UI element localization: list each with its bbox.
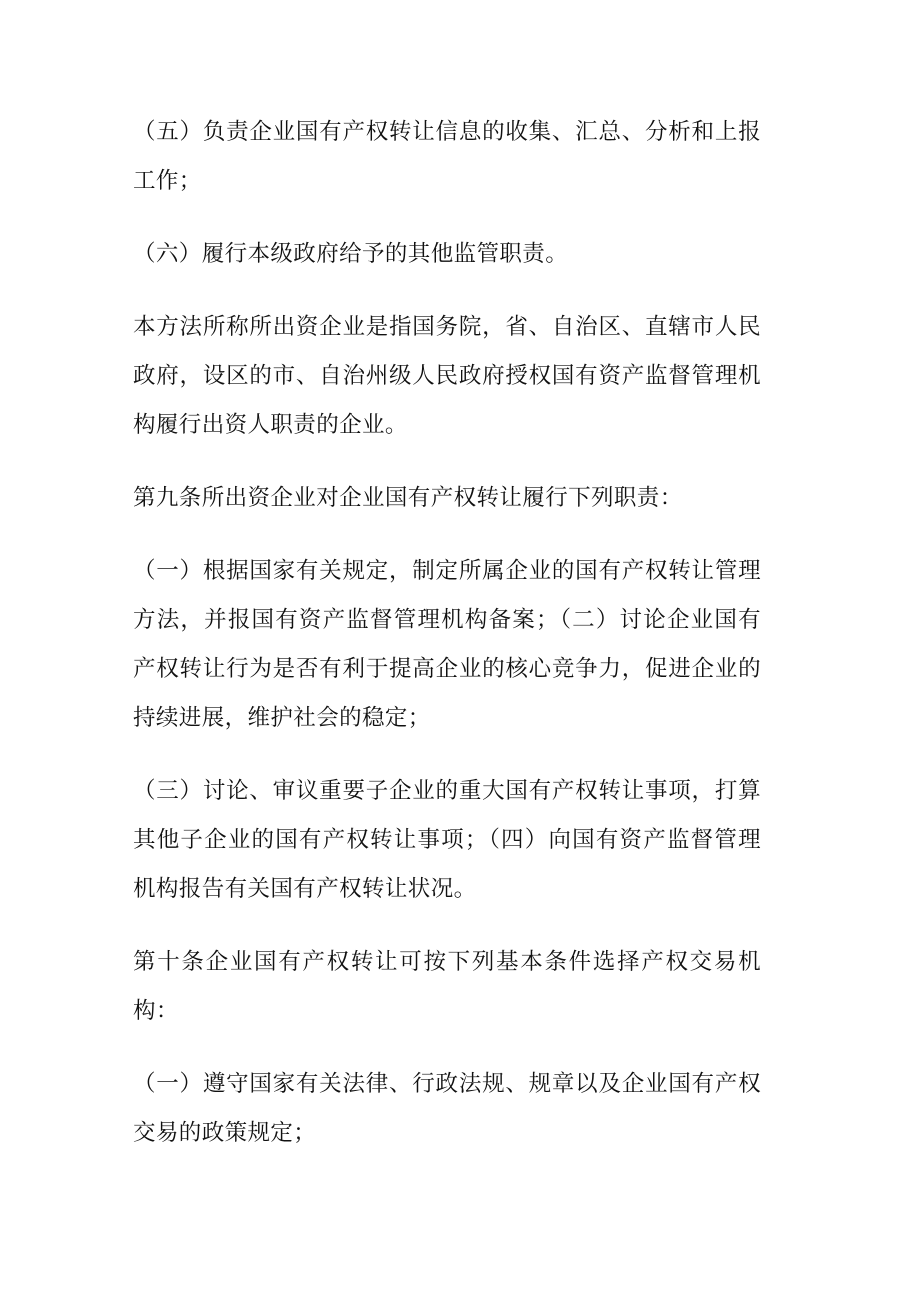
paragraph-definition: 本方法所称所出资企业是指国务院，省、自治区、直辖市人民政府，设区的市、自治州级人民政府授权国有资产监督管理机构履行出资人职责的企业。 <box>133 314 761 438</box>
paragraph-article-9-items-1-2: （一）根据国家有关规定，制定所属企业的国有产权转让管理方法，并报国有资产监督管理机构备案；（二）讨论企业国有产权转让行为是否有利于提高企业的核心竞争力，促进企业的持续进展，维护社会的稳定； <box>133 558 761 731</box>
paragraph-article-10-item-1: （一）遵守国家有关法律、行政法规、规章以及企业国有产权交易的政策规定； <box>133 1071 761 1146</box>
paragraph-article-10: 第十条企业国有产权转让可按下列基本条件选择产权交易机构： <box>133 949 761 1024</box>
paragraph-item-5-duty: （五）负责企业国有产权转让信息的收集、汇总、分析和上报工作； <box>133 119 761 194</box>
paragraph-article-9-items-3-4: （三）讨论、审议重要子企业的重大国有产权转让事项，打算其他子企业的国有产权转让事项；（四）向国有资产监督管理机构报告有关国有产权转让状况。 <box>133 778 761 902</box>
paragraph-item-6-duty: （六）履行本级政府给予的其他监管职责。 <box>133 241 569 267</box>
document-body <box>133 108 761 1182</box>
paragraph-article-9: 第九条所出资企业对企业国有产权转让履行下列职责： <box>133 485 683 511</box>
